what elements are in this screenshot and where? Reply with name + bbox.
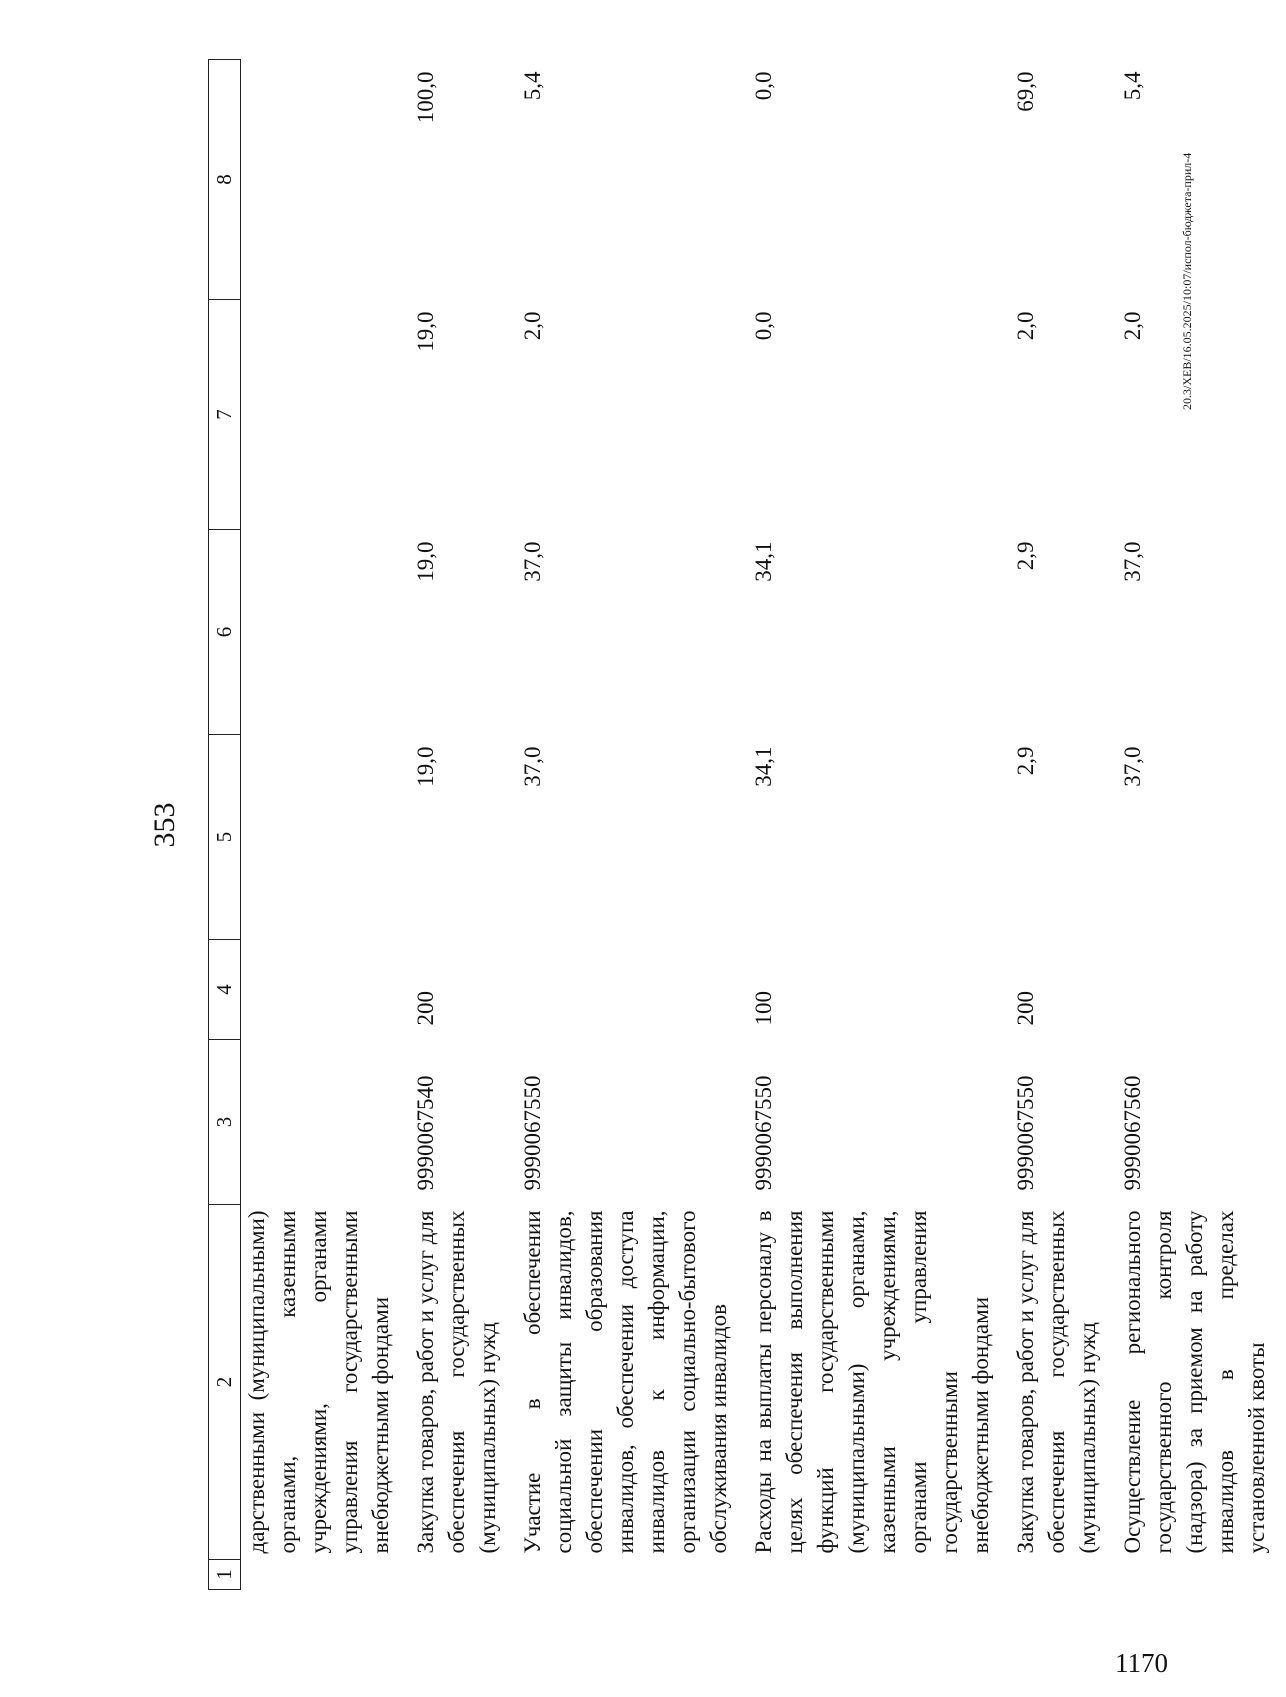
cell-value-6: 37,0	[520, 541, 545, 582]
cell-code: 9990067540	[413, 1075, 438, 1191]
column-header: 7	[209, 300, 241, 530]
sheet-number: 1170	[1115, 1648, 1168, 1678]
cell-value-7	[241, 300, 411, 530]
table-body	[241, 60, 1286, 1590]
cell-value-6: 34,1	[751, 541, 776, 582]
cell-code	[241, 1040, 411, 1205]
cell-expense-type	[517, 940, 748, 1040]
cell-number	[1010, 1560, 1117, 1590]
cell-value-7: 0,0	[751, 311, 776, 341]
cell-value-6: 37,0	[1120, 541, 1145, 582]
cell-expense-type: 100	[751, 991, 776, 1026]
cell-value-5: 37,0	[520, 746, 545, 787]
cell-description: дарственными (муниципальными) органами, казенными учреждениями, органами управления государственными внебюджетными фондами	[244, 1210, 393, 1554]
cell-value-6: 19,0	[413, 541, 438, 582]
cell-value-5: 2,9	[1013, 746, 1038, 776]
cell-value-7: 2,0	[1013, 311, 1038, 341]
column-header: 1	[209, 1560, 241, 1590]
cell-expense-type	[241, 940, 411, 1040]
cell-expense-type	[1117, 940, 1286, 1040]
column-header: 6	[209, 530, 241, 735]
cell-value-8: 100,0	[413, 71, 438, 124]
cell-value-7: 2,0	[1120, 311, 1145, 341]
table-row	[1117, 60, 1286, 1590]
table-row	[410, 60, 517, 1590]
cell-value-7: 19,0	[413, 311, 438, 352]
cell-description: Осуществление регионального государственного контроля (надзора) за приемом на работу инвалидов в пределах установленной квоты	[1120, 1210, 1269, 1554]
rotated-page-content	[140, 60, 1269, 1590]
cell-code: 9990067550	[1013, 1075, 1038, 1191]
table-header-row	[209, 60, 241, 1590]
column-header: 3	[209, 1040, 241, 1205]
cell-value-8	[241, 60, 411, 300]
cell-code: 9990067550	[520, 1075, 545, 1191]
column-header: 4	[209, 940, 241, 1040]
cell-description: Участие в обеспечении социальной защиты инвалидов, обеспечении образования инвалидов, обеспечении доступа инвалидов к информации, организации социально-бытового обслуживания инвалидов	[520, 1210, 731, 1554]
column-header: 5	[209, 735, 241, 940]
table-row	[241, 60, 411, 1590]
cell-code: 9990067550	[751, 1075, 776, 1191]
cell-description: Расходы на выплаты персоналу в целях обеспечения выполнения функций государственными (муниципальными) органами, казенными учреждениями, органами управления государственными внебюджетными фондами	[751, 1210, 993, 1554]
table-row	[1010, 60, 1117, 1590]
cell-description: Закупка товаров, работ и услуг для обеспечения государственных (муниципальных) нужд	[1013, 1210, 1100, 1554]
cell-number	[241, 1560, 411, 1590]
cell-value-6: 2,9	[1013, 541, 1038, 571]
cell-number	[410, 1560, 517, 1590]
cell-value-8: 69,0	[1013, 71, 1038, 112]
cell-expense-type: 200	[1013, 991, 1038, 1026]
cell-value-8: 5,4	[1120, 71, 1145, 101]
cell-value-5: 37,0	[1120, 746, 1145, 787]
cell-description: Закупка товаров, работ и услуг для обеспечения государственных (муниципальных) нужд	[413, 1210, 500, 1554]
cell-expense-type: 200	[413, 991, 438, 1026]
cell-number	[748, 1560, 1010, 1590]
cell-value-7: 2,0	[520, 311, 545, 341]
column-header: 8	[209, 60, 241, 300]
table-row	[517, 60, 748, 1590]
cell-value-8: 0,0	[751, 71, 776, 101]
page-number: 353	[148, 802, 181, 848]
cell-value-6	[241, 530, 411, 735]
cell-number	[1117, 1560, 1286, 1590]
cell-value-5: 19,0	[413, 746, 438, 787]
cell-value-5	[241, 735, 411, 940]
column-header: 2	[209, 1205, 241, 1560]
budget-table	[208, 59, 1286, 1590]
footer-document-code: 20.3/ХЕВ/16.05.2025/10:07/испол-бюджета-прил-4	[1180, 152, 1194, 410]
cell-code: 9990067560	[1120, 1075, 1145, 1191]
table-row	[748, 60, 1010, 1590]
cell-value-5: 34,1	[751, 746, 776, 787]
cell-value-8: 5,4	[520, 71, 545, 101]
cell-number	[517, 1560, 748, 1590]
